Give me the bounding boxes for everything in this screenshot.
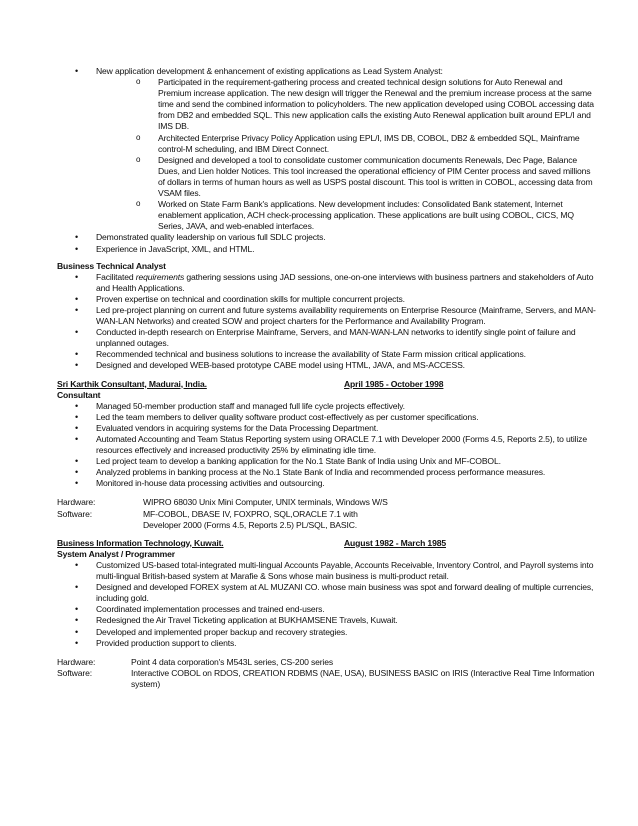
bullet-item: • Automated Accounting and Team Status Reporting system using ORACLE 7.1 with Developer 2000 (Forms 4.5, Reports 2.5), to utilize resources effectively and increased productivity 25% by eliminating idle time. (57, 434, 598, 456)
bullet-item: • Demonstrated quality leadership on various full SDLC projects. (57, 232, 598, 243)
bullet-item: • Led pre-project planning on current and future systems availability requirements on Enterprise Resource (Mainframe, Servers, and MAN-WAN-LAN Networks) and created SOW and project charters for the Performance and Availability Program. (57, 305, 598, 327)
software-row (57, 668, 598, 690)
role-title: Consultant (57, 389, 101, 400)
bullet-item: • Customized US-based total-integrated multi-lingual Accounts Payable, Accounts Receivable, Inventory Control, and Payroll systems into multi-lingual British-based system at Marafie & Sons whose main business is multi-product retail. (57, 560, 598, 582)
sub-bullet-item: o Worked on State Farm Bank's applications. New development includes: Consolidated Bank statement, Internet enablement application, ACH check-processing application. These applications are built using COBOL, CICS, MQ Series, JAVA, and web-enabled interfaces. (96, 199, 598, 232)
sub-bullet-list (96, 77, 598, 232)
bullet-item: • Led the team members to deliver quality software product cost-effectively as per customer specifications. (57, 412, 598, 423)
bullet-item: • Analyzed problems in banking process at the No.1 State Bank of India and recommended process performance measures. (57, 467, 598, 478)
bullet-item (57, 66, 598, 232)
software-row (57, 509, 598, 531)
job1-bullet-list (57, 401, 598, 490)
top-bullet-list (57, 66, 598, 255)
sub-bullet-item: o Designed and developed a tool to consolidate customer communication documents Renewals, Dec Page, Balance Dues, and Lien holder Notices. This tool increased the operational efficiency of PIM Center process and saved millions of dollars in terms of human hours as well as USPS postal discount. This tool is written in COBOL, accessing data from VSAM files. (96, 155, 598, 199)
bullet-item: • Recommended technical and business solutions to increase the availability of State Farm mission critical applications. (57, 349, 598, 360)
hardware-row (57, 657, 598, 668)
bullet-item: • Proven expertise on technical and coordination skills for multiple concurrent projects. (57, 294, 598, 305)
bullet-item: • Experience in JavaScript, XML, and HTML. (57, 244, 598, 255)
hardware-label: Hardware: (57, 656, 96, 667)
employer-name: Sri Karthik Consultant, Madurai, India. (57, 378, 207, 389)
bullet-item: • Developed and implemented proper backup and recovery strategies. (57, 627, 598, 638)
bullet-item: • Conducted in-depth research on Enterprise Mainframe, Servers, and MAN-WAN-LAN networks to identify single point of failure and unplanned outages. (57, 327, 598, 349)
software-label: Software: (57, 667, 92, 678)
employer-heading (57, 538, 598, 549)
bta-bullet-list (57, 272, 598, 372)
job2-tech (57, 657, 598, 690)
software-label: Software: (57, 508, 92, 519)
bullet-item: • Designed and developed FOREX system at AL MUZANI CO. whose main business was spot and forward dealing of multiple currencies, including gold. (57, 582, 598, 604)
bullet-item: • Monitored in-house data processing activities and outsourcing. (57, 478, 598, 489)
bullet-item: • Evaluated vendors in acquiring systems for the Data Processing Department. (57, 423, 598, 434)
section-title-business-technical-analyst: Business Technical Analyst (57, 260, 166, 271)
bullet-item: • Provided production support to clients. (57, 638, 598, 649)
software-value: MF-COBOL, DBASE IV, FOXPRO, SQL,ORACLE 7.1 with Developer 2000 (Forms 4.5, Reports 2.5) PL/SQL, BASIC. (143, 508, 358, 530)
bullet-text: New application development & enhancement of existing applications as Lead System Analyst: (96, 66, 443, 76)
bullet-item: • Led project team to develop a banking application for the No.1 State Bank of India using Unix and MF-COBOL. (57, 456, 598, 467)
software-value: Interactive COBOL on RDOS, CREATION RDBMS (NAE, USA), BUSINESS BASIC on IRIS (Interactive Real Time Information system) (131, 667, 595, 689)
hardware-value: WIPRO 68030 Unix Mini Computer, UNIX terminals, Windows W/S (143, 497, 388, 508)
bullet-item: • Designed and developed WEB-based prototype CABE model using HTML, JAVA, and MS-ACCESS. (57, 360, 598, 371)
sub-bullet-item: o Architected Enterprise Privacy Policy Application using EPL/I, IMS DB, COBOL, DB2 & embedded SQL, Mainframe control-M scheduling, and IBM Direct Connect. (96, 133, 598, 155)
role-title: System Analyst / Programmer (57, 548, 175, 559)
bullet-item: • Facilitated requirements gathering sessions using JAD sessions, one-on-one interviews with business partners and stakeholders of Auto and Health Applications. (57, 272, 598, 294)
sub-bullet-item: o Participated in the requirement-gathering process and created technical design solutions for Auto Renewal and Premium increase application. The new design will trigger the Renewal and the premium increase process at the same time and send the combined information to policyholders. The new application developed using COBOL accessing data from DB2 and embedded SQL. This new application calls the existing Auto Renewal application built around EPL/I and IMS DB. (96, 77, 598, 132)
bullet-item: • Redesigned the Air Travel Ticketing application at BUKHAMSENE Travels, Kuwait. (57, 615, 598, 626)
job1-tech (57, 497, 598, 530)
employment-dates: April 1985 - October 1998 (344, 378, 444, 389)
hardware-label: Hardware: (57, 497, 96, 508)
bullet-item: • Managed 50-member production staff and managed full life cycle projects effectively. (57, 401, 598, 412)
hardware-value: Point 4 data corporation's M543L series, CS-200 series (131, 656, 333, 667)
job2-bullet-list (57, 560, 598, 649)
employer-heading (57, 379, 598, 390)
employment-dates: August 1982 - March 1985 (344, 537, 446, 548)
employer-name: Business Information Technology, Kuwait. (57, 537, 224, 548)
bullet-item: • Coordinated implementation processes and trained end-users. (57, 604, 598, 615)
hardware-row (57, 497, 598, 508)
